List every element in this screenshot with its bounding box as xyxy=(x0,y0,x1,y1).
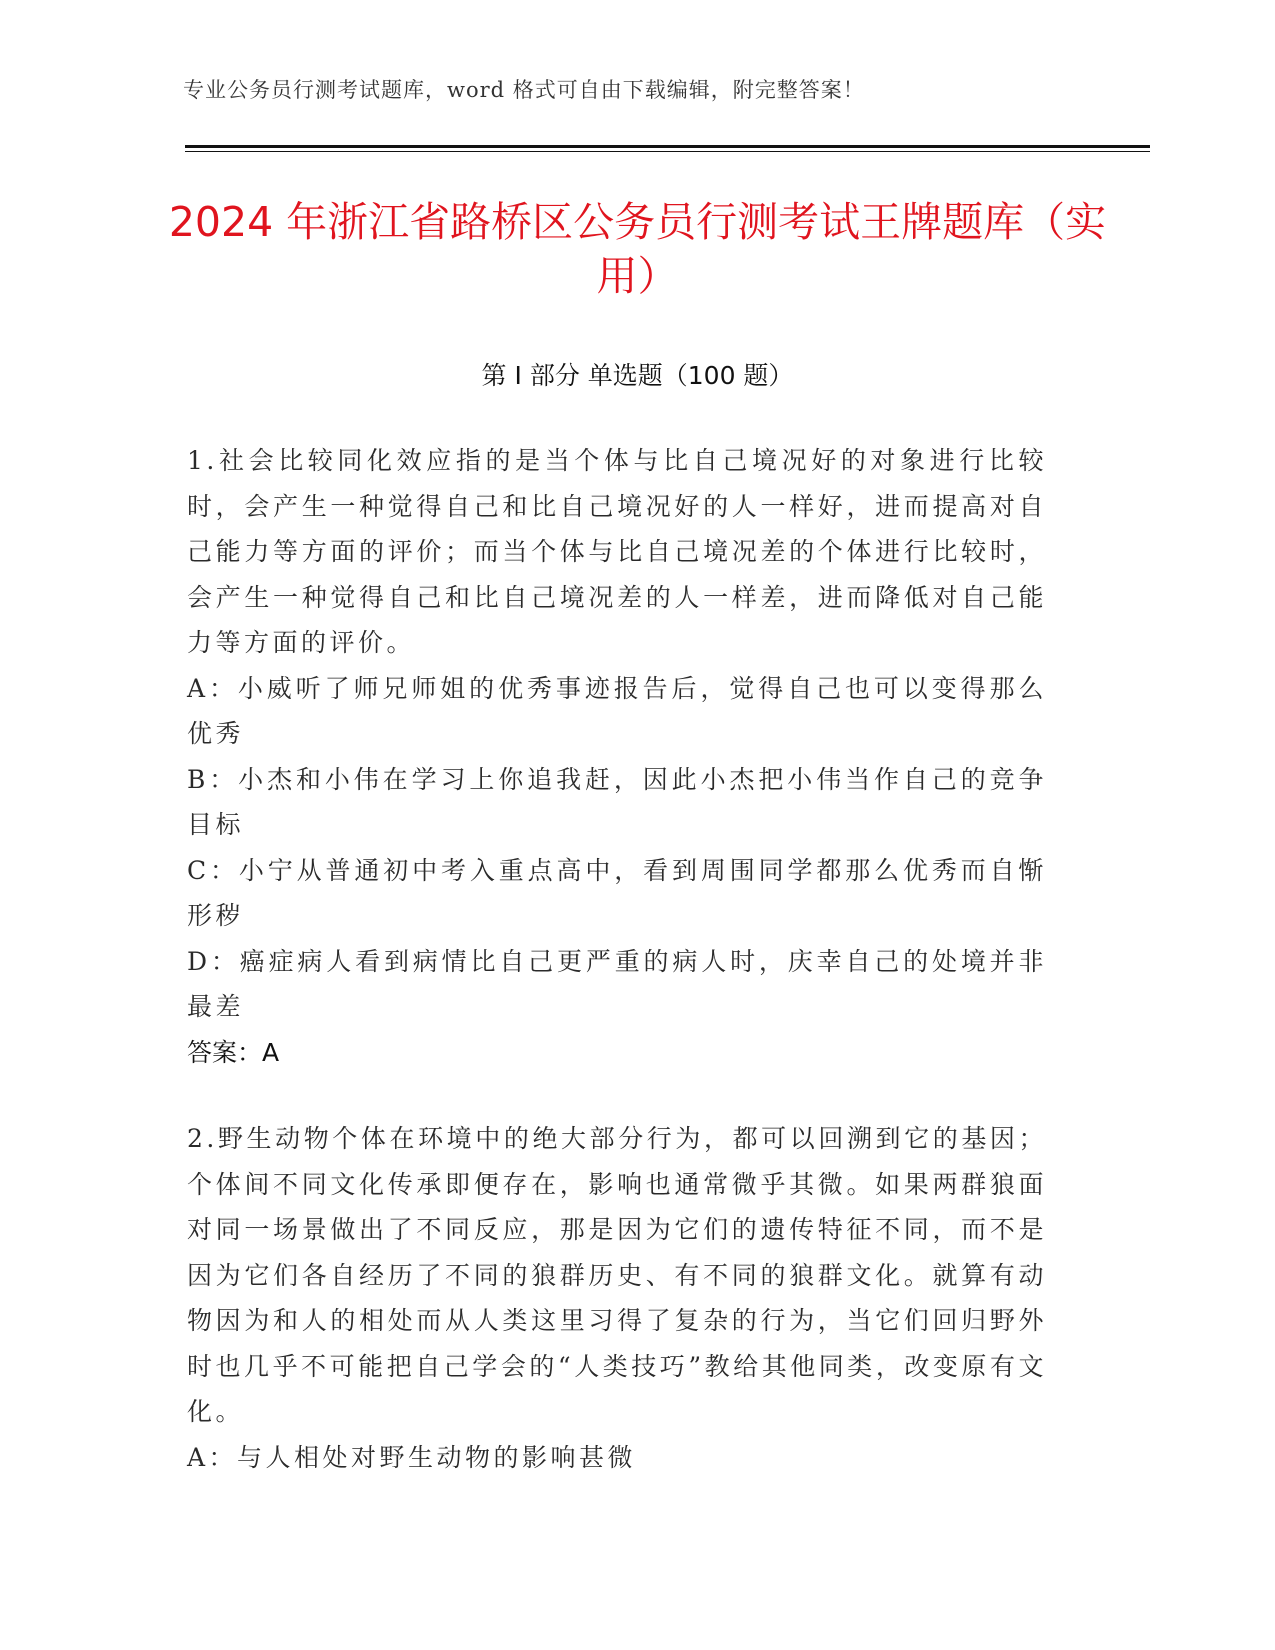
header-divider-thick xyxy=(185,145,1150,148)
question-2 xyxy=(187,1116,1047,1480)
header-divider-thin xyxy=(185,151,1150,152)
header-note: 专业公务员行测考试题库，word 格式可自由下载编辑，附完整答案！ xyxy=(183,78,865,102)
option-c: C：小宁从普通初中考入重点高中，看到周围同学都那么优秀而自惭形秽 xyxy=(187,855,1047,930)
answer: 答案：A xyxy=(187,1037,280,1067)
option-b: B：小杰和小伟在学习上你追我赶，因此小杰把小伟当作自己的竞争目标 xyxy=(187,764,1047,839)
question-stem: 1.社会比较同化效应指的是当个体与比自己境况好的对象进行比较时，会产生一种觉得自己和比自己境况好的人一样好，进而提高对自己能力等方面的评价；而当个体与比自己境况差的个体进行比较时，会产生一种觉得自己和比自己境况差的人一样差，进而降低对自己能力等方面的评价。 xyxy=(187,446,1047,657)
option-d: D：癌症病人看到病情比自己更严重的病人时，庆幸自己的处境并非最差 xyxy=(187,946,1047,1021)
section-title: 第 I 部分 单选题（100 题） xyxy=(481,361,794,390)
document-title: 2024 年浙江省路桥区公务员行测考试王牌题库（实用） xyxy=(168,198,1107,300)
option-a: A：与人相处对野生动物的影响甚微 xyxy=(187,1442,637,1472)
option-a: A：小威听了师兄师姐的优秀事迹报告后，觉得自己也可以变得那么优秀 xyxy=(187,673,1047,748)
question-1 xyxy=(187,438,1047,1075)
question-stem: 2.野生动物个体在环境中的绝大部分行为，都可以回溯到它的基因；个体间不同文化传承即便存在，影响也通常微乎其微。如果两群狼面对同一场景做出了不同反应，那是因为它们的遗传特征不同，而不是因为它们各自经历了不同的狼群历史、有不同的狼群文化。就算有动物因为和人的相处而从人类这里习得了复杂的行为，当它们回归野外时也几乎不可能把自己学会的“人类技巧”教给其他同类，改变原有文化。 xyxy=(187,1124,1047,1426)
